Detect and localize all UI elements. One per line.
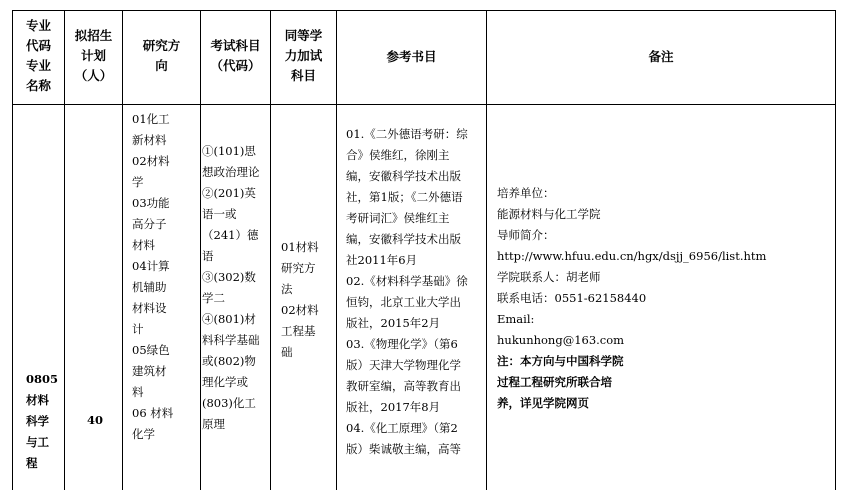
header-plan: 拟招生 计划 （人） <box>74 28 113 83</box>
header-extra-subjects: 同等学 力加试 科目 <box>284 28 323 83</box>
exam-subjects-cell: ①(101)思 想政治理论 ②(201)英 语一或 （241）德 语 ③(302)数 学二 ④(801)材 料科学基础 或(802)物 理化学或 (803)化工 原理 <box>202 144 260 431</box>
column-divider <box>336 10 337 490</box>
header-exam-subjects: 考试科目 （代码） <box>210 38 261 73</box>
header-notes: 备注 <box>648 49 674 64</box>
column-divider <box>486 10 487 490</box>
major-code-name-cell: 0805 材料 科学 与工 程 <box>26 372 59 470</box>
column-divider <box>200 10 201 490</box>
header-row-divider <box>12 104 836 105</box>
column-divider <box>122 10 123 490</box>
header-references: 参考书目 <box>386 49 437 64</box>
extra-subjects-cell: 01材料 研究方 法 02材料 工程基 础 <box>281 240 319 359</box>
references-cell: 01.《二外德语考研：综 合》侯维红，徐刚主 编，安徽科学技术出版 社，第1版；《二外德语 考研词汇》侯维红主 编，安徽科学技术出版 社2011年6月 02.《材料科学基础》徐 恒钧，北京工业大学出 版社，2015年2月 03.《物理化学》（第6 版）天津大学物理化学 教研室编，高等教育出 版社，2017年8月 04.《化工原理》（第2 版）柴诚敬主编，高等 <box>346 127 468 456</box>
admission-table <box>12 10 836 490</box>
plan-cell: 40 <box>87 413 104 427</box>
table-border-top <box>12 10 836 11</box>
column-divider <box>835 10 836 490</box>
directions-cell: 01化工 新材料 02材料 学 03功能 高分子 材料 04计算 机辅助 材料设 计 05绿色 建筑材 料 06 材料 化学 <box>132 112 174 441</box>
notes-cell: 培养单位： 能源材料与化工学院 导师简介： http://www.hfuu.edu.cn/hgx/dsjj_6956/list.htm 学院联系人：胡老师 联系电话：0551-62158440 Email: hukunhong@163.com 注：本方向与中国科学院 过程工程研究所联合培 养，详见学院网页 <box>497 186 767 410</box>
header-major-code-name: 专业 代码 专业 名称 <box>25 18 51 93</box>
header-research-direction: 研究方 向 <box>142 38 181 73</box>
